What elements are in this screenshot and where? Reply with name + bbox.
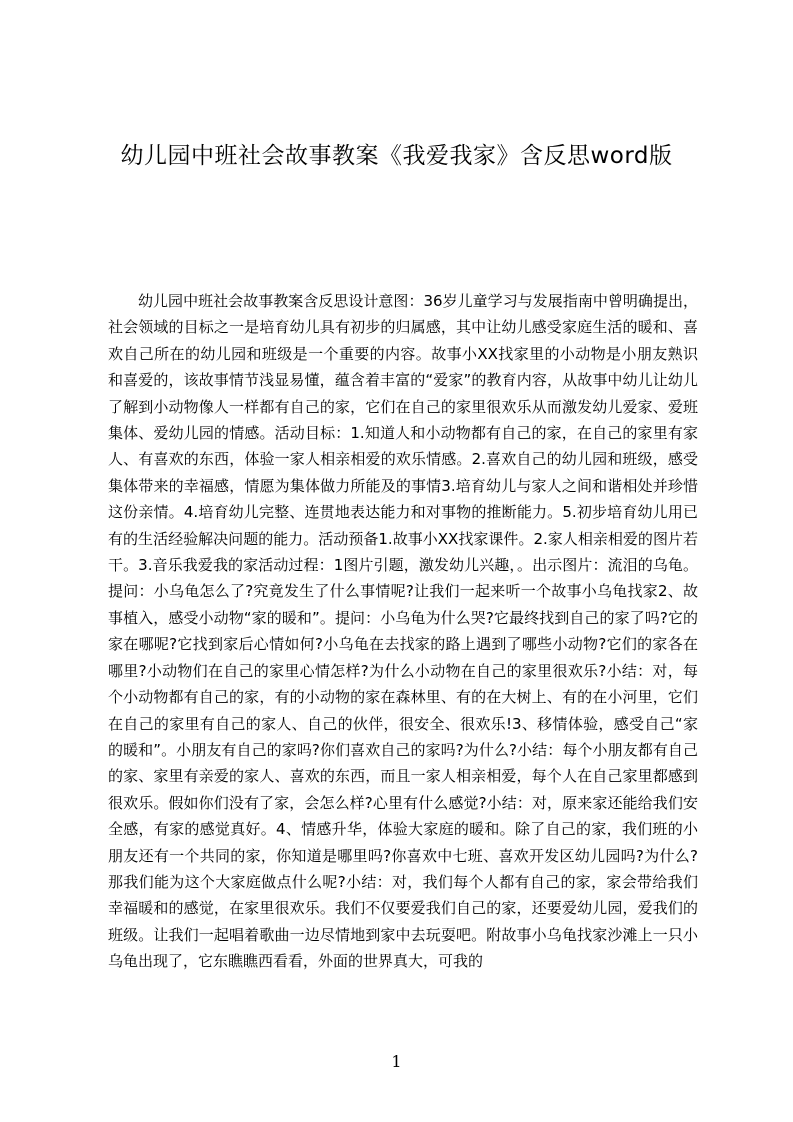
body-paragraph: 幼儿园中班社会故事教案含反思设计意图：36岁儿童学习与发展指南中曾明确提出，社会领域的目标之一是培育幼儿具有初步的归属感，其中让幼儿感受家庭生活的暖和、喜欢自己所在的幼儿园和班级是一个重要的内容。故事小XX找家里的小动物是小朋友熟识和喜爱的，该故事情节浅显易懂，蕴含着丰富的“爱家”的教育内容，从故事中幼儿让幼儿了解到小动物像人一样都有自己的家，它们在自己的家里很欢乐从而激发幼儿爱家、爱班集体、爱幼儿园的情感。活动目标：1.知道人和小动物都有自己的家，在自己的家里有家人、有喜欢的东西，体验一家人相亲相爱的欢乐情感。2.喜欢自己的幼儿园和班级，感受集体带来的幸福感，情愿为集体做力所能及的事情3.培育幼儿与家人之间和谐相处并珍惜这份亲情。4.培育幼儿完整、连贯地表达能力和对事物的推断能力。5.初步培育幼儿用已有的生活经验解决问题的能力。活动预备1.故事小XX找家课件。2.家人相亲相爱的图片若干。3.音乐我爱我的家活动过程：1图片引题，激发幼儿兴趣，。出示图片：流泪的乌龟。提问：小乌龟怎么了?究竟发生了什么事情呢?让我们一起来听一个故事小乌龟找家2、故事植入，感受小动物“家的暖和”。提问：小乌龟为什么哭?它最终找到自己的家了吗?它的家在哪呢?它找到家后心情如何?小乌龟在去找家的路上遇到了哪些小动物?它们的家各在哪里?小动物们在自己的家里心情怎样?为什么小动物在自己的家里很欢乐?小结：对，每个小动物都有自己的家，有的小动物的家在森林里、有的在大树上、有的在小河里，它们在自己的家里有自己的家人、自己的伙伴，很安全、很欢乐!3、移情体验，感受自己“家的暖和”。小朋友有自己的家吗?你们喜欢自己的家吗?为什么?小结：每个小朋友都有自己的家、家里有亲爱的家人、喜欢的东西，而且一家人相亲相爱，每个人在自己家里都感到很欢乐。假如你们没有了家，会怎么样?心里有什么感觉?小结：对，原来家还能给我们安全感，有家的感觉真好。4、情感升华，体验大家庭的暖和。除了自己的家，我们班的小朋友还有一个共同的家，你知道是哪里吗?你喜欢中七班、喜欢开发区幼儿园吗?为什么?那我们能为这个大家庭做点什么呢?小结：对，我们每个人都有自己的家，家会带给我们幸福暖和的感觉，在家里很欢乐。我们不仅要爱我们自己的家，还要爱幼儿园，爱我们的班级。让我们一起唱着歌曲一边尽情地到家中去玩耍吧。附故事小乌龟找家沙滩上一只小乌龟出现了，它东瞧瞧西看看，外面的世界真大，可我的 <box>108 292 699 971</box>
page-number: 1 <box>391 1052 402 1071</box>
document-title: 幼儿园中班社会故事教案《我爱我家》含反思word版 <box>120 143 673 169</box>
document-body <box>108 288 699 971</box>
